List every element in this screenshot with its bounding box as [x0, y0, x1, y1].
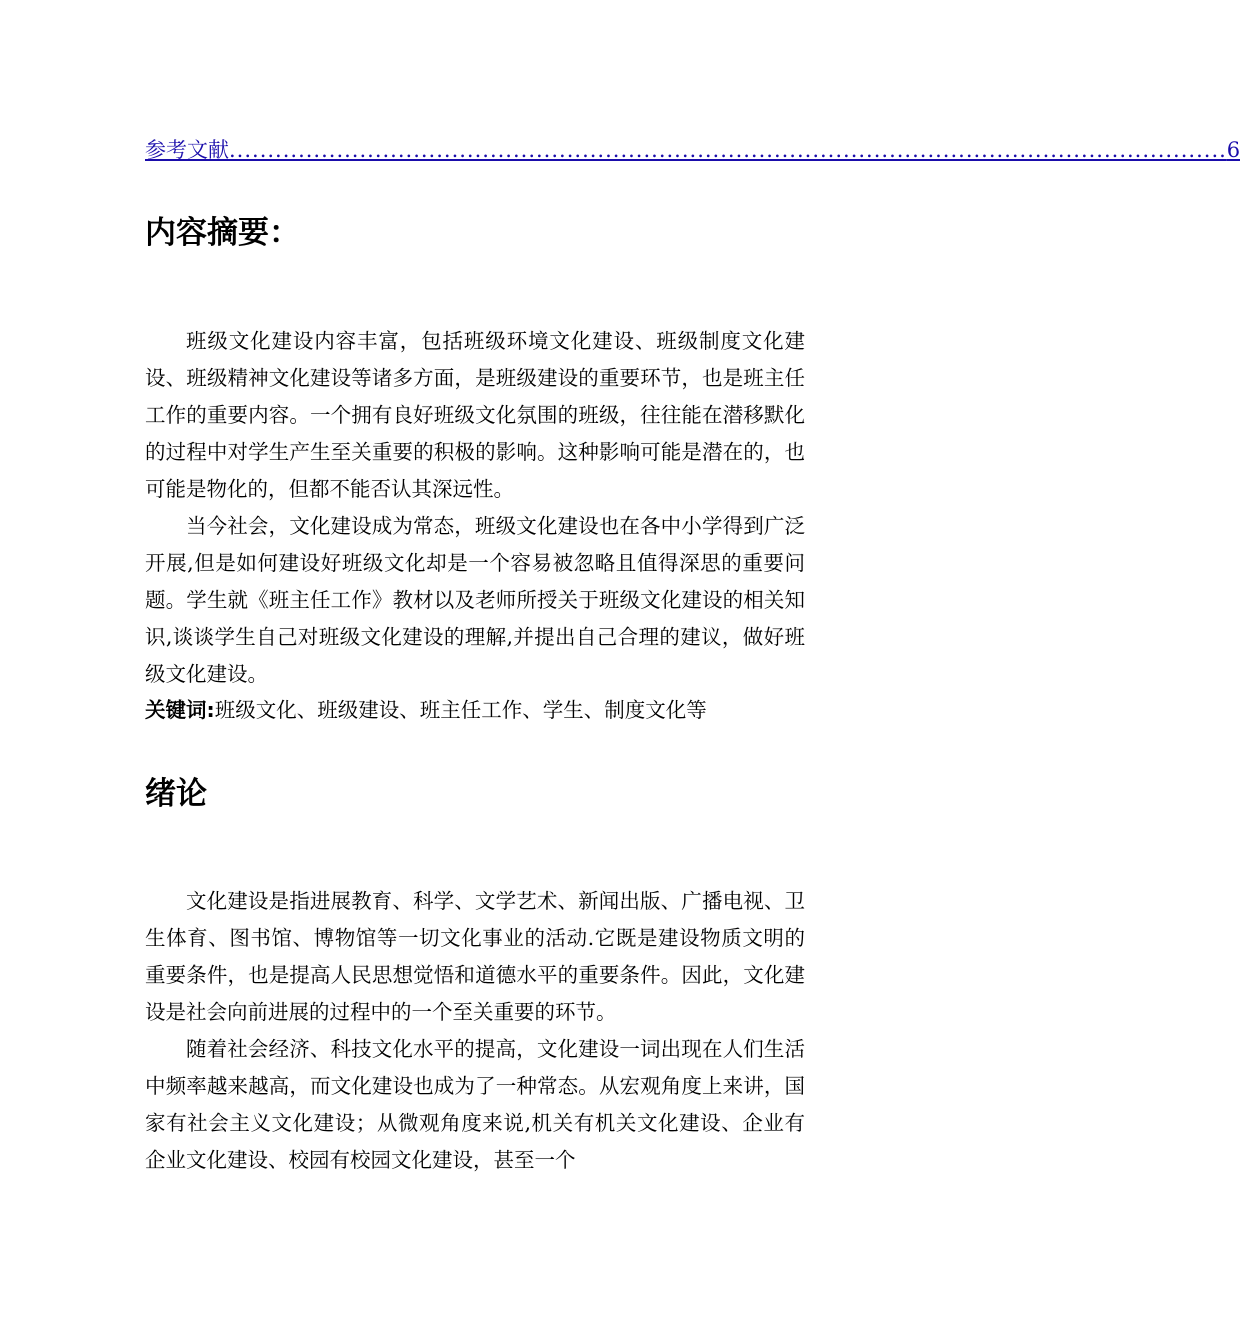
keywords-text: 班级文化、班级建设、班主任工作、学生、制度文化等 [214, 698, 707, 722]
toc-entry-references[interactable] [145, 134, 1240, 164]
toc-entry-leader-dots: .................................................................................................................................. [229, 138, 1227, 162]
intro-paragraph-2: 随着社会经济、科技文化水平的提高，文化建设一词出现在人们生活中频率越来越高，而文化建设也成为了一种常态。从宏观角度上来讲，国家有社会主义文化建设；从微观角度来说,机关有机关文化建设、企业有企业文化建设、校园有校园文化建设，甚至一个 [145, 1037, 805, 1172]
abstract-body [145, 323, 805, 693]
intro-body [145, 883, 805, 1179]
keywords-line [145, 692, 707, 729]
intro-heading: 绪论 [145, 776, 207, 812]
abstract-paragraph-2: 当今社会，文化建设成为常态，班级文化建设也在各中小学得到广泛开展,但是如何建设好班级文化却是一个容易被忽略且值得深思的重要问题。学生就《班主任工作》教材以及老师所授关于班级文化建设的相关知识,谈谈学生自己对班级文化建设的理解,并提出自己合理的建议，做好班级文化建设。 [145, 514, 805, 686]
toc-entry-title: 参考文献 [145, 138, 229, 162]
intro-paragraph-1: 文化建设是指进展教育、科学、文学艺术、新闻出版、广播电视、卫生体育、图书馆、博物馆等一切文化事业的活动.它既是建设物质文明的重要条件，也是提高人民思想觉悟和道德水平的重要条件。因此，文化建设是社会向前进展的过程中的一个至关重要的环节。 [145, 889, 805, 1024]
abstract-paragraph-1: 班级文化建设内容丰富，包括班级环境文化建设、班级制度文化建设、班级精神文化建设等诸多方面，是班级建设的重要环节，也是班主任工作的重要内容。一个拥有良好班级文化氛围的班级，往往能在潜移默化的过程中对学生产生至关重要的积极的影响。这种影响可能是潜在的，也可能是物化的，但都不能否认其深远性。 [145, 329, 805, 501]
toc-entry-page-number: 6 [1226, 138, 1240, 162]
abstract-heading: 内容摘要： [145, 215, 300, 251]
keywords-label: 关键词: [145, 698, 215, 722]
